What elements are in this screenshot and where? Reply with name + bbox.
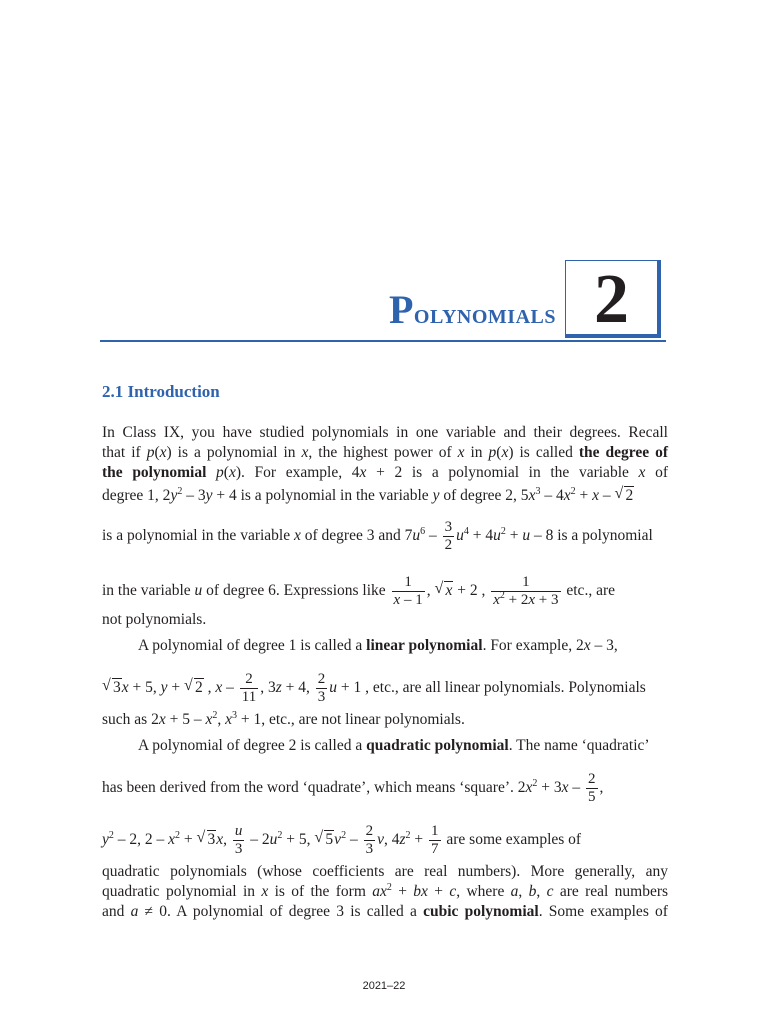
chapter-title-cap: P <box>388 287 414 332</box>
text-line: in the variable u of degree 6. Expressions like $\frac{1}{x - 1}$ , √ x + 2 , $\frac{1}{x^2 + 2x + 3}$ etc., are <box>102 575 668 608</box>
page-footer-year: 2021–22 <box>362 980 406 992</box>
text-line: is a polynomial in the variable x of degree 3 and $7u^6$ – $\frac{3}{2}$ $u^4 + 4u^2 + u - 8$ is a polynomial <box>102 519 653 553</box>
text-line: degree 1, $2y^2 - 3y + 4$ is a polynomial in the variable y of degree 2, $5x^3 - 4x^2 + x$ – √ 2 <box>102 486 668 506</box>
text-line: quadratic polynomials (whose coefficients are real numbers). More generally, any <box>102 863 668 880</box>
chapter-title <box>388 287 556 332</box>
chapter-number-box <box>565 260 661 338</box>
text-line: and a ≠ 0. A polynomial of degree 3 is called a cubic polynomial. Some examples of <box>102 903 668 920</box>
section-heading: 2.1 Introduction <box>102 382 220 401</box>
text-line: that if p(x) is a polynomial in x, the highest power of x in p(x) is called the degree of <box>102 444 668 461</box>
title-rule <box>100 340 666 342</box>
text-line: In Class IX, you have studied polynomials in one variable and their degrees. Recall <box>102 424 668 441</box>
text-line: A polynomial of degree 1 is called a linear polynomial. For example, 2x – 3, <box>138 637 618 654</box>
text-line: A polynomial of degree 2 is called a quadratic polynomial. The name ‘quadratic’ <box>138 737 650 754</box>
text-line: such as $2x + 5 - x^2$, $x^3 + 1$, etc., are not linear polynomials. <box>102 709 465 728</box>
text-line: $y^2 - 2$, $2 - x^2$ + √ 3x, $\frac{u}{3}$ – $2u^2 + 5$, √ $5v^2$ – $\frac{2}{3}$ v, $4z^2$ + $\frac{1}{7}$ are some examples of <box>102 824 668 857</box>
text-line: not polynomials. <box>102 611 207 628</box>
chapter-title-rest: olynomials <box>413 298 556 330</box>
text-line: has been derived from the word ‘quadrate’, which means ‘square’. $2x^2 + 3x$ – $\frac{2}{5}$ , <box>102 771 604 805</box>
text-line: √ 3x + 5, y + √ 2 , x – $\frac{2}{11}$ , 3z + 4, $\frac{2}{3}$ u + 1 , etc., are all linear polynomials. Polynomials <box>102 672 668 705</box>
text-line: the polynomial p(x). For example, 4x + 2 is a polynomial in the variable x of <box>102 464 668 481</box>
chapter-number: 2 <box>594 261 629 338</box>
text-line: quadratic polynomial in x is of the form $ax^2$ + bx + c, where a, b, c are real numbers <box>102 881 669 900</box>
